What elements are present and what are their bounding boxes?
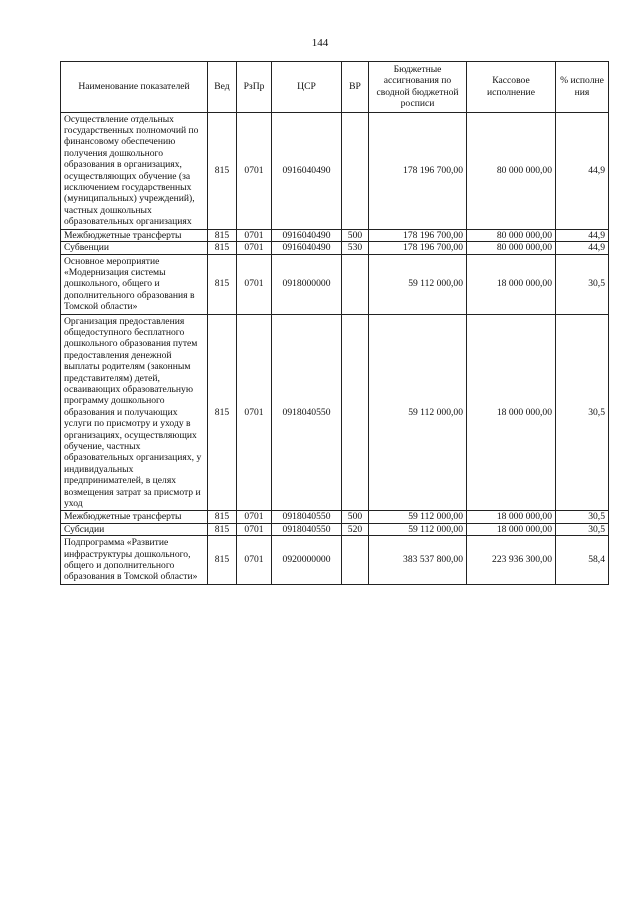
row-ved: 815 (208, 229, 237, 241)
header-percent: % исполне ния (556, 62, 609, 113)
row-vr (342, 536, 369, 585)
row-vr: 500 (342, 511, 369, 523)
row-budget: 59 112 000,00 (369, 314, 467, 511)
row-cash: 18 000 000,00 (467, 511, 556, 523)
row-cash: 80 000 000,00 (467, 242, 556, 254)
row-name: Подпрограмма «Развитие инфраструктуры дошкольного, общего и дополнительного образования в Томской области» (61, 536, 208, 585)
row-budget: 59 112 000,00 (369, 511, 467, 523)
row-budget: 59 112 000,00 (369, 254, 467, 314)
row-percent: 30,5 (556, 314, 609, 511)
row-cash: 80 000 000,00 (467, 229, 556, 241)
row-csr: 0918040550 (272, 511, 342, 523)
row-rzpr: 0701 (237, 229, 272, 241)
row-name: Субвенции (61, 242, 208, 254)
header-rzpr: РзПр (237, 62, 272, 113)
row-rzpr: 0701 (237, 511, 272, 523)
row-csr: 0920000000 (272, 536, 342, 585)
row-vr (342, 254, 369, 314)
row-percent: 30,5 (556, 523, 609, 535)
row-vr: 530 (342, 242, 369, 254)
header-cash: Кассовое исполнение (467, 62, 556, 113)
row-name: Межбюджетные трансферты (61, 511, 208, 523)
row-cash: 223 936 300,00 (467, 536, 556, 585)
row-ved: 815 (208, 536, 237, 585)
row-csr: 0918000000 (272, 254, 342, 314)
row-ved: 815 (208, 314, 237, 511)
row-vr: 500 (342, 229, 369, 241)
row-rzpr: 0701 (237, 254, 272, 314)
row-name: Организация предоставления общедоступного бесплатного дошкольного образования путем предоставления денежной выплаты родителям (законным представителям) детей, осваивающих образовательную программу дошкольного образования и получающих услуги по присмотру и уходу в организациях, осуществляющих обучение, частных образовательных организациях, у индивидуальных предпринимателей, в целях возмещения затрат за присмотр и уход (61, 314, 208, 511)
header-ved: Вед (208, 62, 237, 113)
row-vr (342, 314, 369, 511)
header-vr: ВР (342, 62, 369, 113)
budget-execution-table (60, 61, 609, 585)
row-name: Основное мероприятие «Модернизация системы дошкольного, общего и дополнительного образования в Томской области» (61, 254, 208, 314)
row-percent: 44,9 (556, 112, 609, 229)
page-number: 144 (311, 37, 329, 49)
row-percent: 30,5 (556, 511, 609, 523)
row-vr (342, 112, 369, 229)
row-cash: 18 000 000,00 (467, 314, 556, 511)
row-ved: 815 (208, 254, 237, 314)
row-rzpr: 0701 (237, 536, 272, 585)
row-percent: 58,4 (556, 536, 609, 585)
row-budget: 383 537 800,00 (369, 536, 467, 585)
table-row (61, 112, 609, 229)
row-percent: 44,9 (556, 229, 609, 241)
row-budget: 178 196 700,00 (369, 112, 467, 229)
table-row (61, 254, 609, 314)
row-csr: 0916040490 (272, 242, 342, 254)
table-row (61, 511, 609, 523)
row-name: Межбюджетные трансферты (61, 229, 208, 241)
table-header-row (61, 62, 609, 113)
row-rzpr: 0701 (237, 112, 272, 229)
header-budget: Бюджетные ассигнования по сводной бюджетной росписи (369, 62, 467, 113)
row-cash: 80 000 000,00 (467, 112, 556, 229)
row-ved: 815 (208, 511, 237, 523)
row-csr: 0918040550 (272, 314, 342, 511)
row-csr: 0916040490 (272, 229, 342, 241)
row-vr: 520 (342, 523, 369, 535)
row-rzpr: 0701 (237, 242, 272, 254)
row-percent: 44,9 (556, 242, 609, 254)
row-ved: 815 (208, 242, 237, 254)
row-cash: 18 000 000,00 (467, 523, 556, 535)
row-ved: 815 (208, 112, 237, 229)
table-row (61, 536, 609, 585)
row-cash: 18 000 000,00 (467, 254, 556, 314)
header-csr: ЦСР (272, 62, 342, 113)
row-budget: 178 196 700,00 (369, 242, 467, 254)
table-row (61, 242, 609, 254)
row-budget: 59 112 000,00 (369, 523, 467, 535)
table-row (61, 314, 609, 511)
table-row (61, 229, 609, 241)
row-rzpr: 0701 (237, 314, 272, 511)
row-name: Осуществление отдельных государственных полномочий по финансовому обеспечению получения дошкольного образования в организациях, осуществляющих обучение (за исключением государственных (муниципальных) учреждений), частных дошкольных образовательных организациях (61, 112, 208, 229)
header-name: Наименование показателей (61, 62, 208, 113)
row-budget: 178 196 700,00 (369, 229, 467, 241)
row-rzpr: 0701 (237, 523, 272, 535)
table-row (61, 523, 609, 535)
row-ved: 815 (208, 523, 237, 535)
row-csr: 0916040490 (272, 112, 342, 229)
row-csr: 0918040550 (272, 523, 342, 535)
row-name: Субсидии (61, 523, 208, 535)
row-percent: 30,5 (556, 254, 609, 314)
